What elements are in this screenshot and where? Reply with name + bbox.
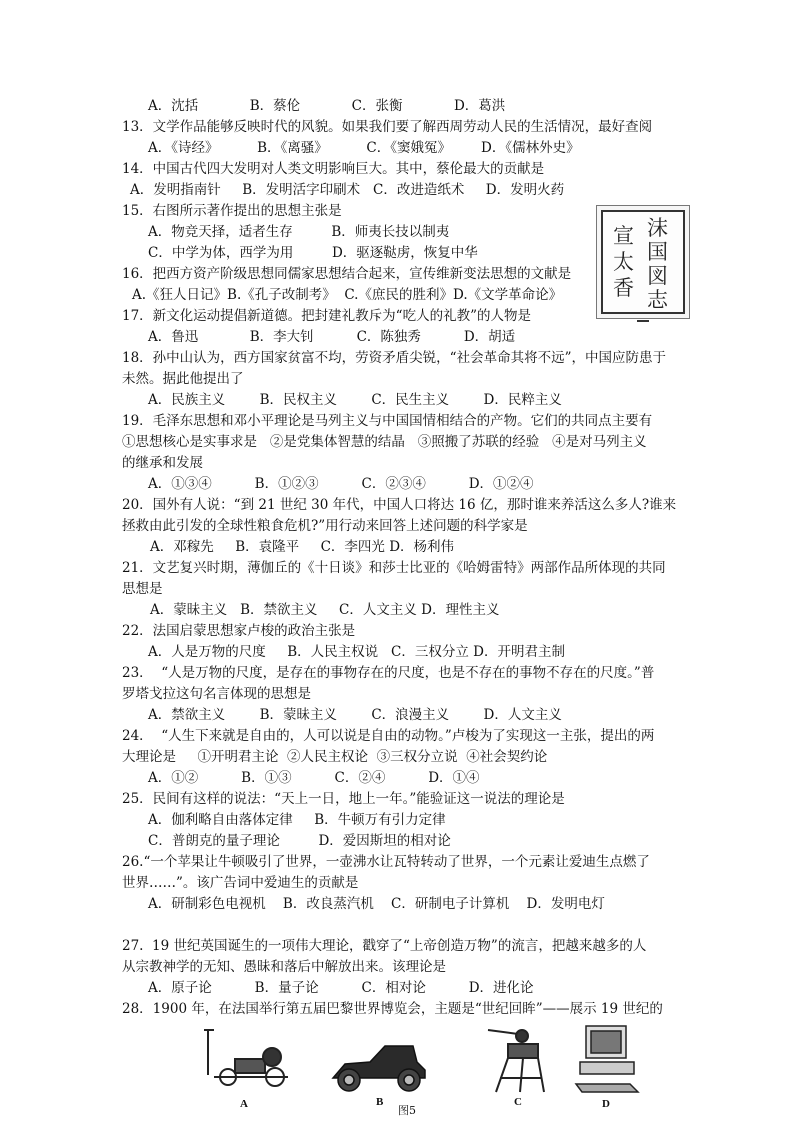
q25-options-2: C．普朗克的量子理论 D．爱因斯坦的相对论 <box>148 833 451 849</box>
figure-d-computer <box>572 1022 642 1096</box>
figure-label-a: A <box>240 1098 248 1110</box>
q18-options: A．民族主义 B．民权主义 C．民生主义 D．民粹主义 <box>148 392 562 408</box>
q18-stem-1: 18．孙中山认为，西方国家贫富不均，劳资矛盾尖锐，“社会革命其将不远”，中国应防患于 <box>122 350 666 366</box>
q19-stem-3: 的继承和发展 <box>122 455 203 471</box>
figure-c-telescope-machine <box>478 1022 553 1096</box>
q27-stem-1: 27. 19 世纪英国诞生的一项伟大理论，戳穿了“上帝创造万物”的流言，把越来越多的人 <box>122 938 647 954</box>
q16-stem: 16．把西方资产阶级思想同儒家思想结合起来，宣传维新变法思想的文献是 <box>122 266 572 282</box>
seal-char: 香 <box>613 276 634 300</box>
figure-label-d: D <box>602 1098 610 1110</box>
q27-options: A．原子论 B．量子论 C．相对论 D．进化论 <box>148 980 534 996</box>
figure-caption: 图5 <box>398 1104 416 1117</box>
q17-options: A．鲁迅 B．李大钊 C．陈独秀 D．胡适 <box>148 329 516 345</box>
q19-options: A．①③④ B．①②③ C．②③④ D．①②④ <box>148 476 534 492</box>
q23-stem-1: 23． “人是万物的尺度，是存在的事物存在的尺度，也是不存在的事物不存在的尺度。”普 <box>122 665 655 681</box>
q28-stem: 28．1900 年，在法国举行第五届巴黎世界博览会，主题是“世纪回眸”——展示 19 世纪的 <box>122 1001 663 1017</box>
seal-underline <box>637 320 649 322</box>
q12-options: A．沈括 B．蔡伦 C．张衡 D．葛洪 <box>148 98 506 114</box>
q22-stem: 22．法国启蒙思想家卢梭的政治主张是 <box>122 623 356 639</box>
q20-stem-1: 20．国外有人说：“到 21 世纪 30 年代，中国人口将达 16 亿，那时谁来养活这么多人?谁来 <box>122 497 677 513</box>
seal-char: 太 <box>613 250 634 274</box>
q26-options: A．研制彩色电视机 B．改良蒸汽机 C．研制电子计算机 D．发明电灯 <box>148 896 605 912</box>
figure-label-c: C <box>514 1096 522 1108</box>
q25-options-1: A．伽利略自由落体定律 B．牛顿万有引力定律 <box>148 812 446 828</box>
q15-options-2: C．中学为体，西学为用 D．驱逐鞑虏，恢复中华 <box>148 245 478 261</box>
q13-options: A．《诗经》 B．《离骚》 C．《窦娥冤》 D．《儒林外史》 <box>148 140 580 156</box>
q16-options: A.《狂人日记》B.《孔子改制考》 C.《庶民的胜利》D.《文学革命论》 <box>132 287 563 303</box>
q15-stem: 15．右图所示著作提出的思想主张是 <box>122 203 342 219</box>
q15-options-1: A．物竞天择，适者生存 B．师夷长技以制夷 <box>148 224 450 240</box>
q19-stem-1: 19．毛泽东思想和邓小平理论是马列主义与中国国情相结合的产物。它们的共同点主要有 <box>122 413 653 429</box>
seal-char: 志 <box>647 288 668 312</box>
q21-stem-1: 21．文艺复兴时期，薄伽丘的《十日谈》和莎士比亚的《哈姆雷特》两部作品所体现的共同 <box>122 560 666 576</box>
seal-char: 国 <box>647 240 668 264</box>
q14-options: A．发明指南针 B．发明活字印刷术 C．改进造纸术 D．发明火药 <box>130 182 565 198</box>
q19-stem-2: ①思想核心是实事求是 ②是党集体智慧的结晶 ③照搬了苏联的经验 ④是对马列主义 <box>122 434 647 450</box>
q25-stem: 25．民间有这样的说法：“天上一日，地上一年。”能验证这一说法的理论是 <box>122 791 565 807</box>
q17-stem: 17．新文化运动提倡新道德。把封建礼教斥为“吃人的礼教”的人物是 <box>122 308 531 324</box>
q27-stem-2: 从宗教神学的无知、愚昧和落后中解放出来。该理论是 <box>122 959 446 975</box>
q14-stem: 14．中国古代四大发明对人类文明影响巨大。其中，蔡伦最大的贡献是 <box>122 161 545 177</box>
seal-char: 沫 <box>647 216 668 240</box>
q21-options: A．蒙昧主义 B．禁欲主义 C．人文主义 D．理性主义 <box>150 602 500 618</box>
q23-stem-2: 罗塔戈拉这句名言体现的思想是 <box>122 686 311 702</box>
q24-stem-1: 24． “人生下来就是自由的，人可以说是自由的动物。”卢梭为了实现这一主张，提出的两 <box>122 728 655 744</box>
q20-options: A．邓稼先 B．袁隆平 C．李四光 D．杨利伟 <box>150 539 455 555</box>
q24-stem-2: 大理论是 ①开明君主论 ②人民主权论 ③三权分立说 ④社会契约论 <box>122 749 548 765</box>
q23-options: A．禁欲主义 B．蒙昧主义 C．浪漫主义 D．人文主义 <box>148 707 562 723</box>
seal-border <box>601 210 685 314</box>
figure-a-early-automobile <box>200 1025 295 1097</box>
q18-stem-2: 未然。据此他提出了 <box>122 371 244 387</box>
q26-stem-2: 世界……”。该广告词中爱迪生的贡献是 <box>122 875 359 891</box>
q24-options: A．①② B．①③ C．②④ D．①④ <box>148 770 480 786</box>
seal-char: 宣 <box>613 224 634 248</box>
q21-stem-2: 思想是 <box>122 581 163 597</box>
q26-stem-1: 26.“一个苹果让牛顿吸引了世界，一壶沸水让瓦特转动了世界，一个元素让爱迪生点燃了 <box>122 854 650 870</box>
figure-label-b: B <box>376 1096 384 1108</box>
q13-stem: 13．文学作品能够反映时代的风貌。如果我们要了解西周劳动人民的生活情况，最好查阅 <box>122 119 653 135</box>
book-seal-image <box>596 205 690 319</box>
q22-options: A．人是万物的尺度 B．人民主权说 C．三权分立 D．开明君主制 <box>148 644 565 660</box>
q20-stem-2: 拯救由此引发的全球性粮食危机?”用行动来回答上述问题的科学家是 <box>122 518 528 534</box>
seal-char: 図 <box>647 264 668 288</box>
figure-b-model-t-car <box>325 1040 430 1095</box>
